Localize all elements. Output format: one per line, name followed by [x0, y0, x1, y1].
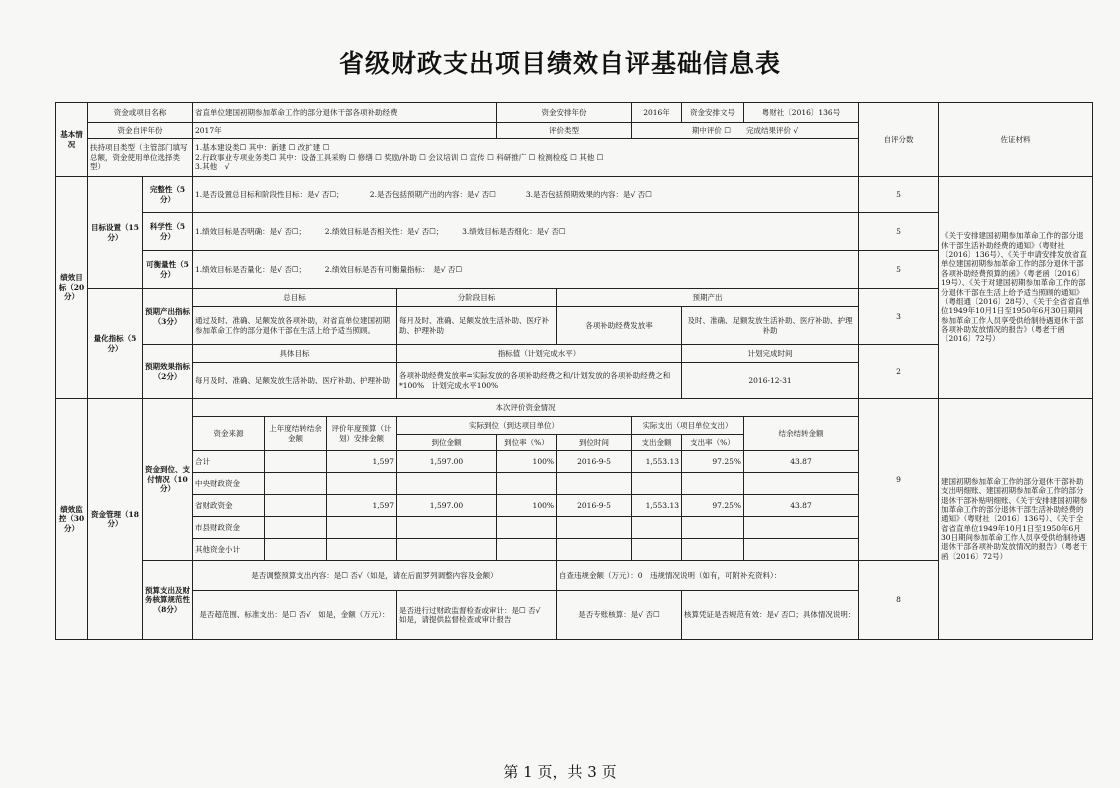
fund-spend-rate: 97.25% [682, 495, 744, 517]
scope-text: 是否超范围、标准支出：是☐ 否√ 如是，金额（万元）： [193, 591, 397, 640]
eval-type-label: 评价类型 [497, 123, 632, 139]
fund-budget: 1,597 [327, 495, 397, 517]
fund-arr-rate: 100% [497, 451, 557, 473]
plan-time-header: 计划完成时间 [682, 345, 859, 363]
score-header: 自评分数 [859, 103, 939, 177]
stage-goal-header: 分阶段目标 [397, 289, 557, 307]
output-indicator: 各项补助经费发放率 [557, 307, 682, 345]
project-name-label: 资金或项目名称 [88, 103, 193, 123]
section-basic: 基本情况 [56, 103, 88, 177]
section-monitor: 绩效监控（30分） [56, 399, 88, 640]
evidence-header: 佐证材料 [939, 103, 1093, 177]
fund-budget [327, 473, 397, 495]
arrival-header: 实际到位（到达项目单位） [397, 417, 632, 435]
fund-arr-time: 2016-9-5 [557, 451, 632, 473]
expected-output-header: 预期产出 [557, 289, 859, 307]
spend-amount-header: 支出金额 [632, 435, 682, 451]
fund-spend-rate [682, 473, 744, 495]
fund-score: 9 [859, 399, 939, 561]
carry-header: 上年度结转结余金额 [265, 417, 327, 451]
fund-spend-amount [632, 539, 682, 561]
arr-time-header: 到位时间 [557, 435, 632, 451]
special-text: 是否专账核算：是√ 否☐ [557, 591, 682, 640]
fund-balance [744, 473, 859, 495]
overall-goal: 通过及时、准确、足额发放各项补助，对省直单位建国初期参加革命工作的部分退休干部在生活上给予适当照顾。 [193, 307, 397, 345]
fund-source: 中央财政资金 [193, 473, 265, 495]
expected-output: 及时、准确、足额发放生活补助、医疗补助、护理补助 [682, 307, 859, 345]
support-line-1: 1.基本建设类☐ 其中：新建 ☐ 改扩建 ☐ [195, 143, 330, 153]
fund-carry [265, 517, 327, 539]
fund-carry [265, 495, 327, 517]
compliance-score: 8 [859, 561, 939, 640]
self-year-value: 2017年 [193, 123, 497, 139]
fund-carry [265, 473, 327, 495]
effect-score: 2 [859, 345, 939, 399]
fund-arr-time [557, 473, 632, 495]
eval-type-value: 期中评价 ☐ 完成结果评价 √ [632, 123, 859, 139]
self-year-label: 资金自评年份 [88, 123, 193, 139]
fund-balance [744, 539, 859, 561]
fund-spend-amount [632, 473, 682, 495]
arr-amount-header: 到位金额 [397, 435, 497, 451]
doc-value: 粤财社〔2016〕136号 [744, 103, 859, 123]
violation-text: 自查违规金额（万元）：0 违规情况说明（如有，可附补充资料）： [557, 561, 859, 591]
year-label: 资金安排年份 [497, 103, 632, 123]
fund-arr-amount [397, 473, 497, 495]
fund-carry [265, 451, 327, 473]
year-value: 2016年 [632, 103, 682, 123]
fund-spend-rate: 97.25% [682, 451, 744, 473]
fund-budget: 1,597 [327, 451, 397, 473]
fund-budget [327, 539, 397, 561]
fund-spend-amount: 1,553.13 [632, 495, 682, 517]
spend-rate-header: 支出率（%） [682, 435, 744, 451]
fund-carry [265, 539, 327, 561]
mgmt-label: 资金管理（18分） [88, 399, 143, 640]
arr-rate-header: 到位率（%） [497, 435, 557, 451]
measurable-score: 5 [859, 251, 939, 289]
fund-arr-amount [397, 517, 497, 539]
balance-header: 结余结转金额 [744, 417, 859, 451]
concrete-goal: 每月及时、准确、足额发放生活补助、医疗补助、护理补助 [193, 363, 397, 399]
info-table [55, 102, 1093, 640]
fund-arr-amount: 1,597.00 [397, 451, 497, 473]
compliance-label: 预算支出及财务核算规范性（8分） [143, 561, 193, 640]
support-type-options [193, 139, 859, 177]
fund-arr-amount [397, 539, 497, 561]
support-type-label: 扶持项目类型（主管部门填写总额，资金使用单位选择类型） [88, 139, 193, 177]
concrete-goal-header: 具体目标 [193, 345, 397, 363]
indicator-value: 各项补助经费发放率=实际发放的各项补助经费之和/计划发放的各项补助经费之和*100% 计划完成水平100% [397, 363, 682, 399]
spend-header: 实际支出（项目单位支出） [632, 417, 744, 435]
completeness-text: 1.是否设置总目标和阶段性目标：是√ 否☐； 2.是否包括预期产出的内容：是√ 否☐ 3.是否包括预期效果的内容：是√ 否☐ [193, 177, 859, 213]
scientific-score: 5 [859, 213, 939, 251]
doc-label: 资金安排文号 [682, 103, 744, 123]
fund-source: 省财政资金 [193, 495, 265, 517]
fund-arr-rate [497, 539, 557, 561]
adjust-text: 是否调整预算支出内容：是☐ 否√（如是，请在后面罗列调整内容及金额） [193, 561, 557, 591]
scientific-text: 1.绩效目标是否明确：是√ 否☐； 2.绩效目标是否相关性：是√ 否☐； 3.绩效目标是否细化：是√ 否☐ [193, 213, 859, 251]
fund-arr-rate: 100% [497, 495, 557, 517]
fund-arr-time [557, 517, 632, 539]
indicator-header: 指标值（计划完成水平） [397, 345, 682, 363]
fund-arr-rate [497, 473, 557, 495]
goal-setting-label: 目标设置（15分） [88, 177, 143, 289]
measurable-label: 可衡量性（5分） [143, 251, 193, 289]
support-line-3: 3.其他 √ [195, 162, 230, 172]
fund-spend-amount: 1,553.13 [632, 451, 682, 473]
support-line-2: 2.行政事业专项业务类☐ 其中：设备工具采购 ☐ 修缮 ☐ 奖励/补助 ☐ 会议培训 ☐ 宣传 ☐ 科研推广 ☐ 检测检疫 ☐ 其他 ☐ [195, 152, 604, 162]
page-title: 省级财政支出项目绩效自评基础信息表 [338, 49, 781, 78]
section-goals: 绩效目标（20分） [56, 177, 88, 399]
output-score: 3 [859, 289, 939, 345]
fund-arr-rate [497, 517, 557, 539]
completeness-score: 5 [859, 177, 939, 213]
budget-header: 评价年度预算（计划）安排金额 [327, 417, 397, 451]
measurable-text: 1.绩效目标是否量化：是√ 否☐； 2.绩效目标是否有可衡量指标： 是√ 否☐ [193, 251, 859, 289]
voucher-text: 核算凭证是否规范有效：是√ 否☐；具体情况说明： [682, 591, 859, 640]
page-footer: 第 1 页，共 3 页 [503, 763, 617, 781]
fund-table-title: 本次评价资金情况 [193, 399, 859, 417]
quant-label: 量化指标（5分） [88, 289, 143, 399]
scientific-label: 科学性（5分） [143, 213, 193, 251]
goals-evidence: 《关于安排建国初期参加革命工作的部分退休干部生活补助经费的通知》（粤财社〔2016〕136号）、《关于申请安排发放省直单位建国初期参加革命工作的部分退休干部各项补助经费预算的函》（粤老函〔2016〕19号）、《关于对建国初期参加革命工作的部分退休干部在生活上给予适当照顾的通知》（粤组通〔2016〕28号）、《关于全省省直单位1949年10月1日至1950年6月30日期间参加革命工作人员享受供给制待遇退休干部各项补助发放情况的报告》（粤老干函〔2016〕72号） [939, 177, 1093, 399]
effect-label: 预期效果指标（2分） [143, 345, 193, 399]
fund-arr-time [557, 539, 632, 561]
fund-balance: 43.87 [744, 451, 859, 473]
fund-spend-rate [682, 517, 744, 539]
fund-arr-amount: 1,597.00 [397, 495, 497, 517]
audit-text: 是否进行过财政监督检查或审计：是☐ 否√ 如是，请提供监督检查或审计报告 [397, 591, 557, 640]
project-name: 省直单位建国初期参加革命工作的部分退休干部各项补助经费 [193, 103, 497, 123]
overall-goal-header: 总目标 [193, 289, 397, 307]
source-header: 资金来源 [193, 417, 265, 451]
fund-balance [744, 517, 859, 539]
stage-goal: 每月及时、准确、足额发放生活补助、医疗补助、护理补助 [397, 307, 557, 345]
fund-label: 资金到位、支付情况（10分） [143, 399, 193, 561]
fund-spend-rate [682, 539, 744, 561]
fund-budget [327, 517, 397, 539]
output-label: 预期产出指标（3分） [143, 289, 193, 345]
fund-arr-time: 2016-9-5 [557, 495, 632, 517]
plan-time: 2016-12-31 [682, 363, 859, 399]
fund-source: 合计 [193, 451, 265, 473]
monitor-evidence: 建国初期参加革命工作的部分退休干部补助支出明细账、建国初期参加革命工作的部分退休干部补贴明细账、《关于安排建国初期参加革命工作的部分退休干部生活补助经费的通知》（粤财社〔2016〕136号）、《关于全省省直单位1949年10月1日至1950年6月30日期间参加革命工作人员享受供给制待遇退休干部各项补助发放情况的报告》（粤老干函〔2016〕72号） [939, 399, 1093, 640]
fund-balance: 43.87 [744, 495, 859, 517]
fund-source: 市县财政资金 [193, 517, 265, 539]
completeness-label: 完整性（5分） [143, 177, 193, 213]
fund-spend-amount [632, 517, 682, 539]
fund-source: 其他资金小计 [193, 539, 265, 561]
